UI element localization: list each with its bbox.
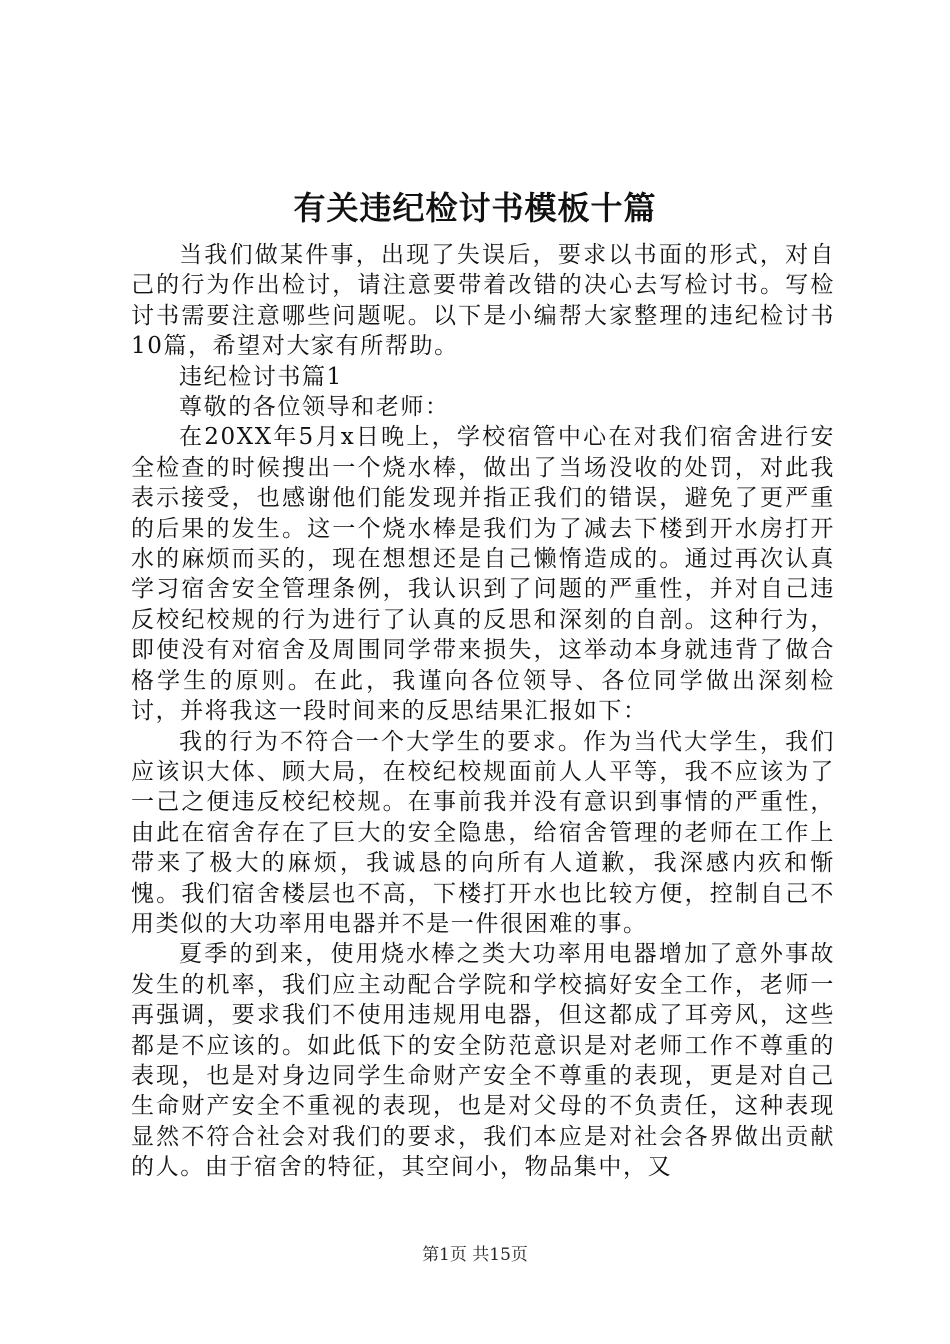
document-title: 有关违纪检讨书模板十篇 [293,189,657,227]
body-paragraph: 夏季的到来，使用烧水棒之类大功率用电器增加了意外事故发生的机率，我们应主动配合学院和学校搞好安全工作，老师一再强调，要求我们不使用违规用电器，但这都成了耳旁风，这些都是不应该的。如此低下的安全防范意识是对老师工作不尊重的表现，也是对身边同学生命财产安全不尊重的表现，更是对自己生命财产安全不重视的表现，也是对父母的不负责任，这种表现显然不符合社会对我们的要求，我们本应是对社会各界做出贡献的人。由于宿舍的特征，其空间小，物品集中，又 [131,941,835,1181]
body-paragraph: 我的行为不符合一个大学生的要求。作为当代大学生，我们应该识大体、顾大局，在校纪校规面前人人平等，我不应该为了一己之便违反校纪校规。在事前我并没有意识到事情的严重性，由此在宿舍存在了巨大的安全隐患，给宿舍管理的老师在工作上带来了极大的麻烦，我诚恳的向所有人道歉，我深感内疚和惭愧。我们宿舍楼层也不高，下楼打开水也比较方便，控制自己不用类似的大功率用电器并不是一件很困难的事。 [131,728,835,937]
intro-paragraph: 当我们做某件事，出现了失误后，要求以书面的形式，对自己的行为作出检讨，请注意要带着改错的决心去写检讨书。写检讨书需要注意哪些问题呢。以下是小编帮大家整理的违纪检讨书10篇，希望对大家有所帮助。 [131,242,835,360]
document-body [131,240,835,1183]
section-heading: 违纪检讨书篇1 [179,363,343,390]
page-footer: 第1页 共15页 [422,1245,528,1265]
body-paragraph: 在20XX年5月x日晚上，学校宿管中心在对我们宿舍进行安全检查的时候搜出一个烧水棒，做出了当场没收的处罚，对此我表示接受，也感谢他们能发现并指正我们的错误，避免了更严重的后果的发生。这一个烧水棒是我们为了减去下楼到开水房打开水的麻烦而买的，现在想想还是自己懒惰造成的。通过再次认真学习宿舍安全管理条例，我认识到了问题的严重性，并对自己违反校纪校规的行为进行了认真的反思和深刻的自剖。这种行为，即使没有对宿舍及周围同学带来损失，这举动本身就违背了做合格学生的原则。在此，我谨向各位领导、各位同学做出深刻检讨，并将我这一段时间来的反思结果汇报如下： [131,424,835,725]
salutation: 尊敬的各位领导和老师： [179,394,450,421]
